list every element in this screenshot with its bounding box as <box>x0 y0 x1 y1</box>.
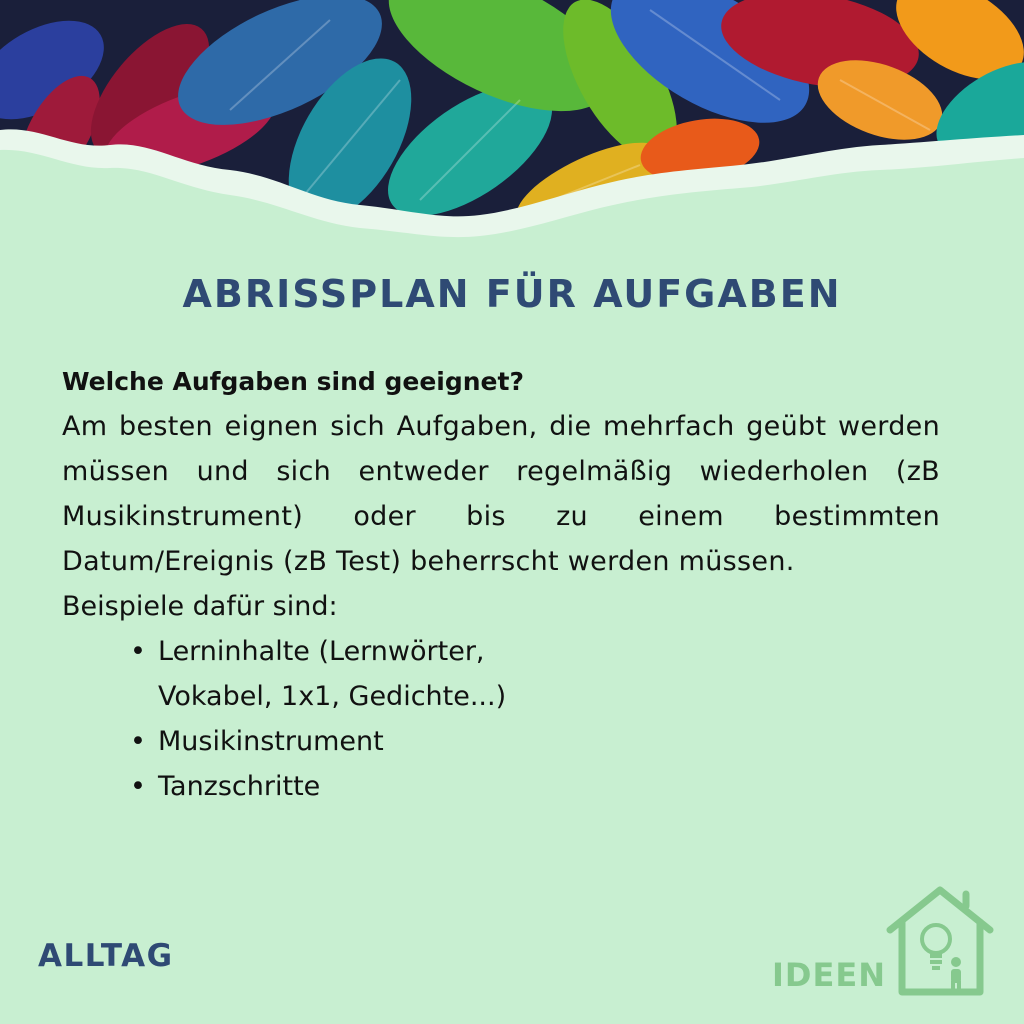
examples-list <box>62 629 940 809</box>
brand-name: IDEEN <box>772 956 886 994</box>
description-paragraph: Am besten eignen sich Aufgaben, die mehrfach geübt werden müssen und sich entweder regelmäßig wiederholen (zB Musikinstrument) oder bis zu einem bestimmten Datum/Ereignis (zB Test) beherrscht werden müssen. <box>62 411 940 577</box>
main-content <box>62 360 940 809</box>
category-label: ALLTAG <box>38 938 174 974</box>
leaves-banner <box>0 0 1024 260</box>
question-heading: Welche Aufgaben sind geeignet? <box>62 367 524 396</box>
list-item: • Tanzschritte <box>158 764 578 809</box>
page-title: ABRISSPLAN FÜR AUFGABEN <box>182 272 842 316</box>
house-lightbulb-child-icon <box>884 884 996 998</box>
list-item: • Lerninhalte (Lernwörter, Vokabel, 1x1, Gedichte...) <box>158 629 578 719</box>
list-item: • Musikinstrument <box>158 719 578 764</box>
examples-intro: Beispiele dafür sind: <box>62 591 338 622</box>
